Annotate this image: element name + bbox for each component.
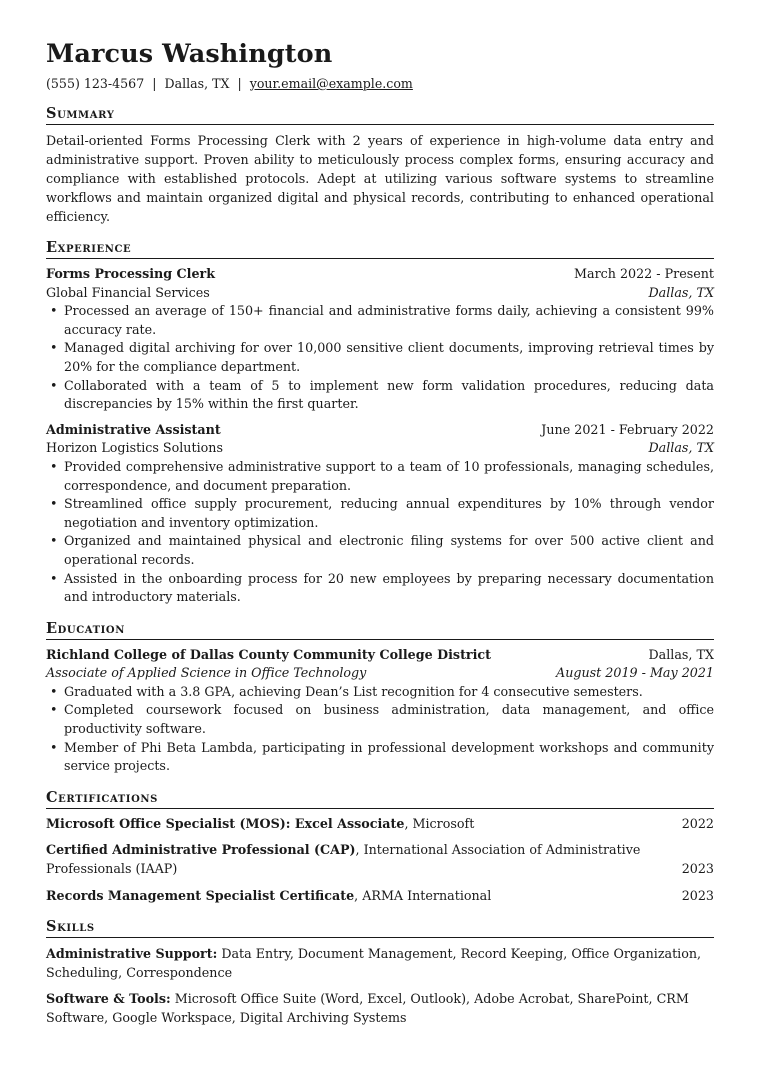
certification-year: 2022 <box>681 815 714 831</box>
job-dates: June 2021 - February 2022 <box>541 421 714 437</box>
bullet-item: • Assisted in the onboarding process for 20 new employees by preparing necessary documentation and introductory materials. <box>46 570 714 607</box>
school-location: Dallas, TX <box>648 646 714 662</box>
contact-separator: | <box>152 76 157 91</box>
job-bullets <box>46 458 714 607</box>
experience-entry <box>46 421 714 607</box>
certification-name: Microsoft Office Specialist (MOS): Excel Associate <box>46 815 405 831</box>
certification-issuer: , International Association of Administrative Professionals (IAAP) <box>46 842 641 877</box>
section-title-summary: Summary <box>46 104 714 125</box>
skill-group <box>46 989 714 1027</box>
certification-item <box>46 887 714 906</box>
certification-name: Certified Administrative Professional (CAP) <box>46 842 356 858</box>
school-name: Richland College of Dallas County Community College District <box>46 646 492 662</box>
education-entry <box>46 646 714 776</box>
contact-separator: | <box>237 76 242 91</box>
certification-name: Records Management Specialist Certificate <box>46 887 355 903</box>
job-location: Dallas, TX <box>648 440 714 456</box>
bullet-item: • Managed digital archiving for over 10,000 sensitive client documents, improving retrieval times by 20% for the compliance department. <box>46 339 714 376</box>
job-dates: March 2022 - Present <box>574 266 714 281</box>
company-name: Global Financial Services <box>46 284 210 300</box>
bullet-item: • Graduated with a 3.8 GPA, achieving Dean’s List recognition for 4 consecutive semesters. <box>46 683 714 702</box>
skill-values: Microsoft Office Suite (Word, Excel, Outlook), Adobe Acrobat, SharePoint, CRM Software, Google Workspace, Digital Archiving Systems <box>46 991 689 1026</box>
summary-text: Detail-oriented Forms Processing Clerk with 2 years of experience in high-volume data entry and administrative support. Proven ability to meticulously process complex forms, ensuring accuracy and compliance with established protocols. Adept at utilizing various software systems to streamline workflows and maintain organized digital and physical records, contributing to enhanced operational efficiency. <box>46 133 714 224</box>
company-name: Horizon Logistics Solutions <box>46 440 223 456</box>
bullet-item: • Provided comprehensive administrative support to a team of 10 professionals, managing schedules, correspondence, and document preparation. <box>46 458 714 495</box>
bullet-item: • Collaborated with a team of 5 to implement new form validation procedures, reducing data discrepancies by 15% within the first quarter. <box>46 377 714 414</box>
certification-year: 2023 <box>681 861 714 877</box>
education-bullets <box>46 683 714 776</box>
phone-number: (555) 123-4567 <box>46 76 145 91</box>
bullet-item: • Member of Phi Beta Lambda, participating in professional development workshops and community service projects. <box>46 739 714 776</box>
certification-item <box>46 841 714 878</box>
experience-entry <box>46 265 714 414</box>
location: Dallas, TX <box>164 76 230 91</box>
degree-name: Associate of Applied Science in Office Technology <box>46 665 367 681</box>
certification-item <box>46 815 714 834</box>
job-location: Dallas, TX <box>648 284 714 300</box>
certification-issuer: , ARMA International <box>354 887 492 903</box>
skill-label: Software & Tools: <box>46 991 171 1007</box>
contact-line <box>46 76 714 92</box>
education-dates: August 2019 - May 2021 <box>556 665 714 681</box>
skill-label: Administrative Support: <box>46 946 218 962</box>
bullet-item: • Completed coursework focused on business administration, data management, and office productivity software. <box>46 701 714 738</box>
certification-year: 2023 <box>681 887 714 903</box>
job-title: Administrative Assistant <box>46 421 221 437</box>
job-title: Forms Processing Clerk <box>46 266 216 281</box>
certification-issuer: , Microsoft <box>404 815 475 831</box>
bullet-item: • Processed an average of 150+ financial and administrative forms daily, achieving a consistent 99% accuracy rate. <box>46 302 714 339</box>
email-link[interactable]: your.email@example.com <box>249 76 413 91</box>
skill-values: Data Entry, Document Management, Record Keeping, Office Organization, Scheduling, Correspondence <box>46 946 702 981</box>
section-title-education: Education <box>46 619 714 640</box>
bullet-item: • Streamlined office supply procurement, reducing annual expenditures by 10% through vendor negotiation and inventory optimization. <box>46 495 714 532</box>
skill-group <box>46 944 714 982</box>
section-title-experience: Experience <box>46 238 714 259</box>
bullet-item: • Organized and maintained physical and electronic filing systems for over 500 active client and operational records. <box>46 532 714 569</box>
job-bullets <box>46 302 714 414</box>
section-title-certifications: Certifications <box>46 788 714 809</box>
candidate-name: Marcus Washington <box>46 39 333 69</box>
section-title-skills: Skills <box>46 917 714 938</box>
